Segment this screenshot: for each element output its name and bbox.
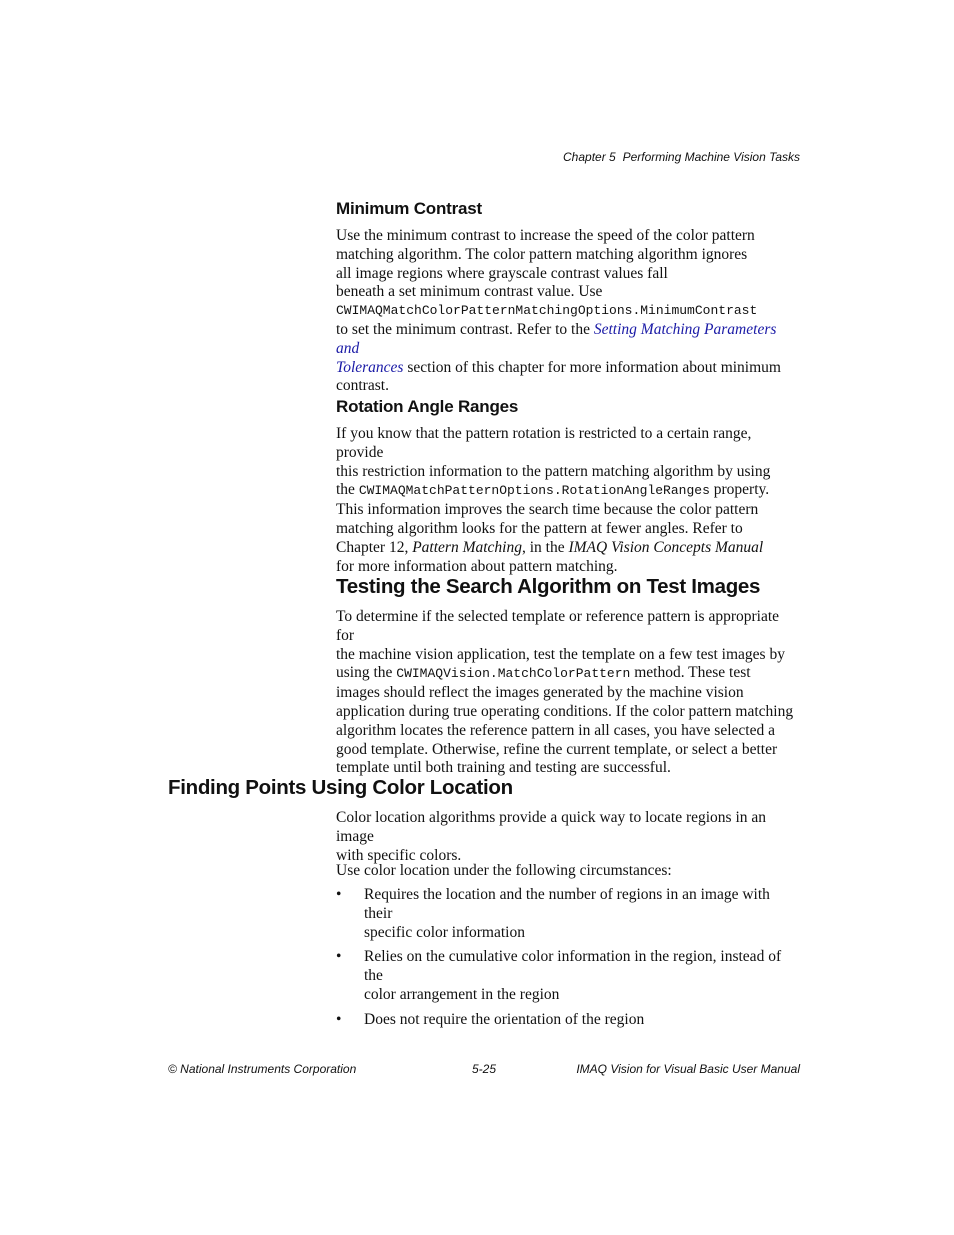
text-line: color arrangement in the region <box>364 985 560 1003</box>
text-line: specific color information <box>364 923 525 941</box>
footer-manual-title: IMAQ Vision for Visual Basic User Manual <box>576 1062 800 1076</box>
list-item <box>336 886 800 942</box>
text-span: method. These test <box>630 664 751 682</box>
link-tolerances[interactable]: Tolerances <box>336 358 404 376</box>
text-line: To determine if the selected template or reference pattern is appropriate for <box>336 608 780 644</box>
heading-minimum-contrast: Minimum Contrast <box>336 199 483 218</box>
text-line: Use the minimum contrast to increase the speed of the color pattern <box>336 227 755 244</box>
text-line: good template. Otherwise, refine the current template, or select a better <box>336 740 778 758</box>
heading-testing-search-algorithm: Testing the Search Algorithm on Test Images <box>336 575 761 598</box>
footer-page-number: 5-25 <box>472 1062 497 1076</box>
footer-copyright: © National Instruments Corporation <box>168 1062 357 1076</box>
paragraph-minimum-contrast <box>336 227 800 396</box>
code-minimum-contrast: CWIMAQMatchColorPatternMatchingOptions.MinimumContrast <box>336 303 758 319</box>
text-span: the <box>336 481 359 499</box>
heading-finding-points-color-location: Finding Points Using Color Location <box>168 776 513 799</box>
text-line: with specific colors. <box>336 846 462 864</box>
emphasis-concepts-manual: IMAQ Vision Concepts Manual <box>568 538 764 556</box>
text-line: Does not require the orientation of the region <box>364 1010 645 1028</box>
code-match-color-pattern: CWIMAQVision.MatchColorPattern <box>396 666 631 682</box>
text-line: this restriction information to the pattern matching algorithm by using <box>336 462 771 480</box>
heading-rotation-angle-ranges: Rotation Angle Ranges <box>336 397 519 416</box>
text-line: If you know that the pattern rotation is restricted to a certain range, provide <box>336 425 752 461</box>
text-line: beneath a set minimum contrast value. Use <box>336 283 603 301</box>
text-line: Color location algorithms provide a quick way to locate regions in an image <box>336 809 767 845</box>
text-line: the machine vision application, test the template on a few test images by <box>336 645 785 663</box>
text-line: This information improves the search time because the color pattern <box>336 501 759 519</box>
paragraph-color-location-intro <box>336 809 800 865</box>
paragraph-rotation-angle-ranges <box>336 425 800 576</box>
emphasis-pattern-matching: Pattern Matching <box>412 538 522 556</box>
header-title: Performing Machine Vision Tasks <box>622 150 800 164</box>
header-chapter: Chapter 5 <box>563 150 616 164</box>
text-line: all image regions where grayscale contrast values fall <box>336 264 668 282</box>
paragraph-testing-search-algorithm <box>336 608 800 778</box>
text-line: application during true operating conditions. If the color pattern matching <box>336 702 794 720</box>
list-item <box>336 948 800 1004</box>
text-line: for more information about pattern matching. <box>336 557 618 575</box>
text-span: to set the minimum contrast. Refer to the <box>336 320 594 338</box>
text-line: algorithm locates the reference pattern in all cases, you have selected a <box>336 721 775 739</box>
text-line: contrast. <box>336 377 389 395</box>
code-rotation-angle-ranges: CWIMAQMatchPatternOptions.RotationAngleRanges <box>358 483 710 499</box>
paragraph-color-location-usage: Use color location under the following circumstances: <box>336 862 672 879</box>
text-span: Chapter 12, <box>336 538 413 556</box>
list-item <box>336 1011 800 1030</box>
bullet-icon: • <box>336 1010 342 1028</box>
text-span: , in the <box>521 538 569 556</box>
text-line: images should reflect the images generated by the machine vision <box>336 684 744 702</box>
text-line: Relies on the cumulative color information in the region, instead of the <box>364 948 782 985</box>
bullet-list-circumstances <box>336 886 800 1036</box>
text-span: property. <box>709 481 770 499</box>
text-line: template until both training and testing are successful. <box>336 759 671 777</box>
text-span: section of this chapter for more information about minimum <box>403 358 781 376</box>
text-line: matching algorithm. The color pattern matching algorithm ignores <box>336 245 748 263</box>
bullet-icon: • <box>336 948 342 966</box>
page-footer <box>168 1062 800 1078</box>
link-setting-matching-parameters[interactable]: Setting Matching Parameters and <box>336 320 777 357</box>
bullet-icon: • <box>336 886 342 903</box>
text-line: Requires the location and the number of regions in an image with their <box>364 886 770 922</box>
text-span: using the <box>336 664 397 682</box>
text-line: matching algorithm looks for the pattern at fewer angles. Refer to <box>336 519 743 537</box>
